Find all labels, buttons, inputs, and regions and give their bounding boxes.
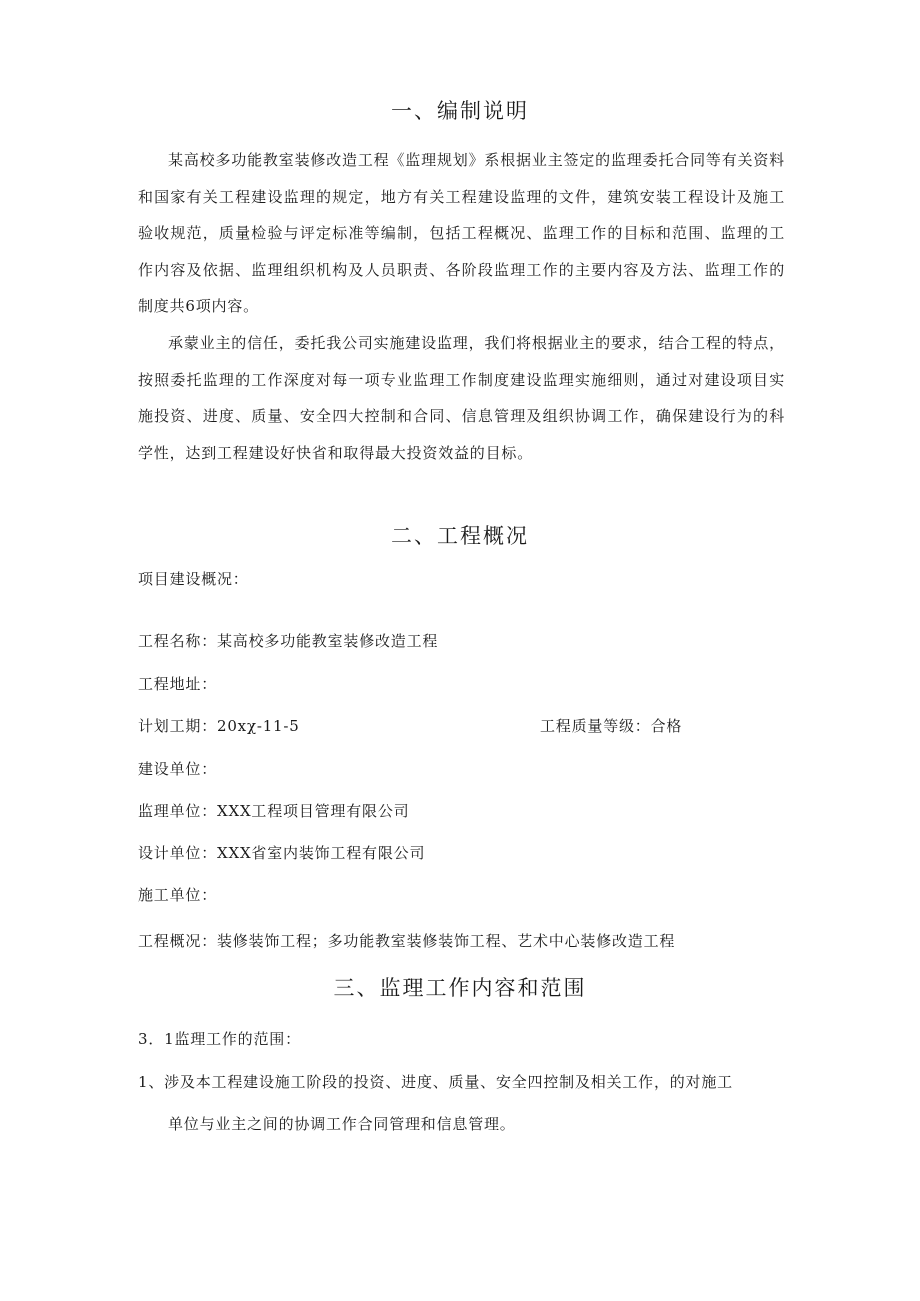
paragraph-commission: 承蒙业主的信任，委托我公司实施建设监理，我们将根据业主的要求，结合工程的特点，按照委托监理的工作深度对每一项专业监理工作制度建设监理实施细则，通过对建设项目实施投资、进度、质量、安全四大控制和合同、信息管理及组织协调工作，确保建设行为的科学性，达到工程建设好快省和取得最大投资效益的目标。 [138, 334, 785, 462]
contractor-unit: 施工单位： [138, 886, 218, 904]
project-overview-intro: 项目建设概况： [138, 570, 249, 588]
scope-item-1 [138, 1061, 788, 1145]
section-3-title: 三、监理工作内容和范围 [333, 976, 587, 1000]
project-name: 工程名称：某高校多功能教室装修改造工程 [138, 632, 439, 650]
design-unit: 设计单位：XXX省室内装饰工程有限公司 [138, 844, 426, 862]
project-quality-grade: 工程质量等级：合格 [540, 717, 683, 735]
scope-item-1-line1: 1、涉及本工程建设施工阶段的投资、进度、质量、安全四控制及相关工作，的对施工 [138, 1073, 733, 1091]
project-schedule: 计划工期：20xχ-11-5 [138, 717, 300, 735]
section-1-title: 一、编制说明 [391, 99, 529, 123]
construction-unit: 建设单位： [138, 760, 218, 778]
section-2-title: 二、工程概况 [391, 524, 529, 548]
subsection-3-1: 3．1监理工作的范围： [138, 1030, 301, 1048]
project-address: 工程地址： [138, 675, 218, 693]
paragraph-compilation-basis: 某高校多功能教室装修改造工程《监理规划》系根据业主签定的监理委托合同等有关资料和国家有关工程建设监理的规定，地方有关工程建设监理的文件，建筑安装工程设计及施工验收规范，质量检验与评定标准等编制，包括工程概况、监理工作的目标和范围、监理的工作内容及依据、监理组织机构及人员职责、各阶段监理工作的主要内容及方法、监理工作的制度共6项内容。 [138, 151, 785, 315]
scope-item-1-line2: 单位与业主之间的协调工作合同管理和信息管理。 [168, 1115, 516, 1133]
project-summary: 工程概况：装修装饰工程；多功能教室装修装饰工程、艺术中心装修改造工程 [138, 932, 676, 950]
supervision-unit: 监理单位：XXX工程项目管理有限公司 [138, 802, 410, 820]
